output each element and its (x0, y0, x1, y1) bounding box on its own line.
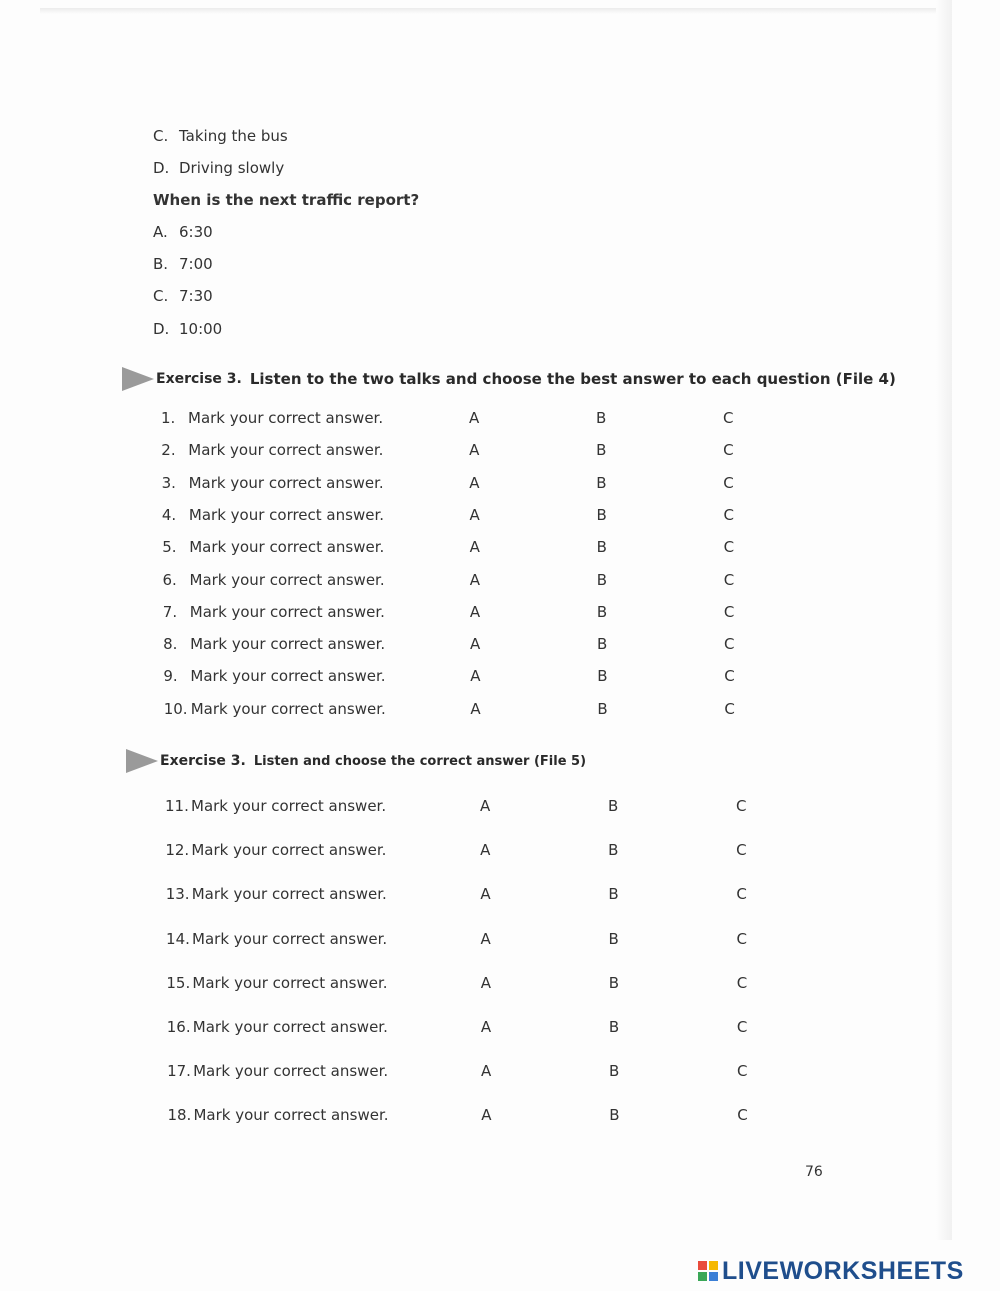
answer-choice-a[interactable]: A (480, 797, 491, 815)
question-prompt: Mark your correct answer. (193, 1062, 389, 1081)
liveworksheets-logo (698, 1256, 964, 1286)
option-a-630[interactable]: A. 6:30 (153, 223, 213, 241)
question-prompt: Mark your correct answer. (190, 667, 386, 686)
answer-choice-a[interactable]: A (481, 1062, 492, 1081)
play-triangle-icon (122, 367, 154, 391)
answer-choice-c[interactable]: C (723, 409, 734, 427)
question-prompt: Mark your correct answer. (190, 635, 386, 654)
question-number: 11. (165, 797, 189, 815)
option-c-taking-bus: C. Taking the bus (153, 127, 288, 145)
question-prompt: Mark your correct answer. (188, 441, 384, 460)
answer-choice-b[interactable]: B (608, 841, 619, 860)
answer-row (0, 930, 1000, 950)
answer-choice-a[interactable]: A (469, 441, 480, 460)
answer-choice-a[interactable]: A (480, 973, 491, 992)
question-prompt: Mark your correct answer. (189, 538, 385, 557)
question-prompt: Mark your correct answer. (192, 1018, 388, 1036)
question-prompt: Mark your correct answer. (189, 602, 385, 621)
question-number: 16. (166, 1018, 191, 1036)
answer-row (0, 974, 1000, 994)
question-number: 3. (161, 473, 176, 492)
option-d-driving-slowly: D. Driving slowly (153, 159, 285, 177)
answer-choice-a[interactable]: A (470, 699, 481, 718)
answer-choice-b[interactable]: B (596, 441, 607, 460)
option-d-1000[interactable]: D. 10:00 (153, 320, 223, 338)
liveworksheets-wordmark: LIVEWORKSHEETS (722, 1256, 964, 1285)
exercise-heading-file-5: Exercise 3. Listen and choose the correct answer (File 5) (126, 749, 586, 773)
question-number: 5. (162, 538, 177, 557)
answer-choice-b[interactable]: B (609, 1062, 620, 1081)
answer-choice-b[interactable]: B (608, 929, 619, 948)
answer-choice-a[interactable]: A (480, 1018, 492, 1036)
answer-row (0, 1106, 1000, 1126)
answer-choice-b[interactable]: B (596, 570, 608, 589)
answer-row (0, 506, 1000, 526)
question-number: 6. (162, 570, 177, 589)
question-number: 12. (165, 841, 190, 860)
answer-choice-c[interactable]: C (736, 929, 747, 948)
question-number: 15. (166, 973, 191, 992)
answer-choice-a[interactable]: A (480, 929, 491, 948)
question-prompt: Mark your correct answer. (189, 570, 385, 589)
question-prompt: Mark your correct answer. (188, 473, 384, 492)
question-number: 18. (167, 1106, 192, 1125)
question-prompt: Mark your correct answer. (191, 797, 387, 815)
answer-choice-a[interactable]: A (470, 635, 481, 654)
answer-choice-a[interactable]: A (469, 538, 480, 557)
answer-choice-a[interactable]: A (469, 473, 480, 492)
question-prompt: Mark your correct answer. (193, 1106, 389, 1125)
logo-square-green (698, 1272, 707, 1281)
answer-choice-b[interactable]: B (596, 409, 607, 427)
answer-choice-c[interactable]: C (723, 473, 734, 492)
answer-choice-c[interactable]: C (736, 1018, 748, 1036)
question-number: 1. (161, 409, 176, 427)
answer-choice-b[interactable]: B (596, 473, 607, 492)
page-number: 76 (805, 1164, 823, 1180)
answer-choice-b[interactable]: B (597, 635, 608, 654)
question-number: 8. (163, 635, 178, 654)
logo-square-yellow (709, 1261, 718, 1270)
question-number: 7. (162, 602, 178, 621)
logo-square-red (698, 1261, 707, 1270)
answer-choice-c[interactable]: C (736, 797, 747, 815)
answer-row (0, 667, 1000, 687)
answer-row (0, 635, 1000, 655)
answer-choice-c[interactable]: C (737, 1062, 748, 1081)
answer-choice-a[interactable]: A (480, 885, 491, 904)
answer-choice-b[interactable]: B (608, 973, 619, 992)
answer-choice-a[interactable]: A (470, 667, 481, 686)
question-prompt: Mark your correct answer. (191, 885, 387, 904)
answer-row (0, 474, 1000, 494)
answer-choice-b[interactable]: B (596, 538, 607, 557)
answer-choice-b[interactable]: B (608, 885, 619, 904)
question-traffic-report: When is the next traffic report? (153, 191, 420, 209)
answer-choice-a[interactable]: A (469, 570, 481, 589)
answer-choice-c[interactable]: C (724, 667, 735, 686)
question-prompt: Mark your correct answer. (190, 699, 386, 718)
question-prompt: Mark your correct answer. (188, 505, 385, 524)
answer-choice-c[interactable]: C (723, 602, 735, 621)
answer-choice-c[interactable]: C (736, 885, 747, 904)
answer-choice-b[interactable]: B (596, 505, 607, 524)
answer-row (0, 571, 1000, 591)
answer-row (0, 700, 1000, 720)
answer-choice-c[interactable]: C (736, 841, 747, 860)
answer-choice-c[interactable]: C (723, 538, 735, 557)
answer-row (0, 603, 1000, 623)
exercise-heading-file-4: Exercise 3. Listen to the two talks and choose the best answer to each question (File 4) (122, 367, 896, 391)
logo-square-blue (709, 1272, 718, 1281)
question-prompt: Mark your correct answer. (192, 929, 388, 948)
answer-row (0, 409, 1000, 429)
answer-choice-c[interactable]: C (724, 635, 735, 654)
question-number: 2. (161, 441, 176, 460)
question-number: 4. (161, 505, 177, 524)
liveworksheets-logo-icon (698, 1261, 718, 1281)
answer-row (0, 1018, 1000, 1038)
answer-choice-b[interactable]: B (608, 797, 619, 815)
answer-choice-a[interactable]: A (469, 505, 480, 524)
question-prompt: Mark your correct answer. (191, 841, 387, 860)
question-prompt: Mark your correct answer. (192, 973, 388, 992)
answer-choice-a[interactable]: A (469, 409, 480, 427)
option-c-730[interactable]: C. 7:30 (153, 287, 213, 305)
answer-choice-c[interactable]: C (724, 699, 735, 718)
answer-choice-c[interactable]: C (723, 570, 735, 589)
play-triangle-icon (126, 749, 158, 773)
question-number: 10. (163, 699, 188, 718)
answer-choice-a[interactable]: A (481, 1106, 492, 1125)
answer-choice-b[interactable]: B (608, 1018, 620, 1036)
question-number: 9. (163, 667, 178, 686)
answer-row (0, 841, 1000, 861)
answer-choice-b[interactable]: B (609, 1106, 620, 1125)
answer-row (0, 441, 1000, 461)
question-prompt: Mark your correct answer. (188, 409, 384, 427)
answer-choice-b[interactable]: B (597, 699, 608, 718)
question-number: 13. (165, 885, 190, 904)
answer-choice-a[interactable]: A (480, 841, 491, 860)
answer-choice-c[interactable]: C (723, 441, 734, 460)
answer-choice-b[interactable]: B (597, 667, 608, 686)
answer-row (0, 797, 1000, 817)
answer-choice-b[interactable]: B (596, 602, 608, 621)
answer-row (0, 538, 1000, 558)
scan-edge-top (40, 8, 940, 14)
question-number: 17. (167, 1062, 191, 1081)
answer-row (0, 885, 1000, 905)
option-b-700[interactable]: B. 7:00 (153, 255, 213, 273)
answer-choice-c[interactable]: C (736, 973, 748, 992)
answer-choice-c[interactable]: C (723, 505, 734, 524)
answer-row (0, 1062, 1000, 1082)
answer-choice-c[interactable]: C (737, 1106, 748, 1125)
answer-choice-a[interactable]: A (469, 602, 481, 621)
question-number: 14. (166, 929, 190, 948)
